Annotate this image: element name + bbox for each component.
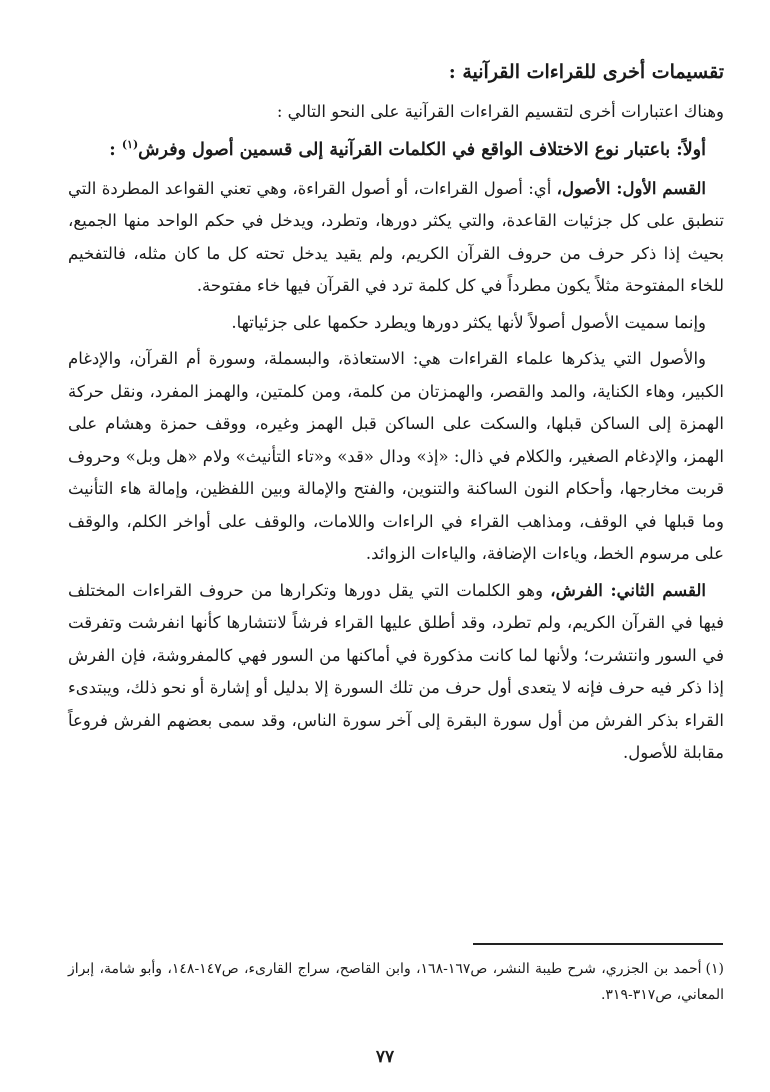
first-division-heading-tail: : [109,139,122,160]
footnote-divider [473,943,723,945]
usul-term: القسم الأول: الأصول، [556,178,706,198]
intro-paragraph: وهناك اعتبارات أخرى لتقسيم القراءات القرآنية على النحو التالي : [276,102,724,121]
usul-list-paragraph: والأصول التي يذكرها علماء القراءات هي: الاستعاذة، والبسملة، وسورة أم القرآن، والإدغام الكبير، وهاء الكناية، والمد والقصر، والهمزتان من كلمة، ومن كلمتين، والهمز المفرد، ونقل حركة الهمزة إلى الساكن قبلها، والسكت على الساكن قبل الهمز وغيره، ووقف حمزة وهشام على الهمز، والإدغام الصغير، والكلام في ذال: «إذ» ودال «قد» و«تاء التأنيث» ولام «هل وبل» وحروف قربت مخارجها، وأحكام النون الساكنة والتنوين، والفتح والإمالة وبين اللفظين، وإمالة هاء التأنيث وما قبلها في الوقف، ومذاهب القراء في الراءات واللامات، والوقف على أواخر الكلم، والوقف على مرسوم الخط، وياءات الإضافة، والياءات الزوائد. [68,349,724,563]
section-title: تقسيمات أخرى للقراءات القرآنية : [448,61,724,83]
footnote-number: (١) [705,961,724,977]
page-body [68,56,724,774]
naming-reason-paragraph: وإنما سميت الأصول أصولاً لأنها يكثر دورها ويطرد حكمها على جزئياتها. [231,312,706,332]
farsh-definition-text: وهو الكلمات التي يقل دورها وتكرارها من حروف القراءات المختلف فيها في القرآن الكريم، ولم تطرد، وقد أطلق عليها القراء فرشاً لانتشارها كأنها انفرشت وتفرقت في السور وانتشرت؛ ولأنها لما كانت مذكورة في أماكنها من السور فهي كالمفروشة، فإن الفرش إذا ذكر فيه حرف فإنه لا يتعدى أول حرف من تلك السورة إلا بدليل أو إشارة أو نحو ذلك، ويبتدىء القراء بذكر الفرش من أول سورة البقرة إلى آخر سورة الناس، وقد سمى بعضهم الفرش فروعاً مقابلة للأصول. [68,580,724,762]
first-division-heading [68,133,724,167]
footnote [68,956,724,1008]
usul-definition-text: أي: أصول القراءات، أو أصول القراءة، وهي تعني القواعد المطردة التي تنطبق على كل جزئيات القاعدة، والتي يكثر دورها، وتطرد، ويدخل في حكم الواحد منها الجميع، بحيث إذا ذكر حرف من حروف القرآن الكريم، ولم يقيد يدخل تحته كل ما كان مثله، فالتفخيم للخاء المفتوحة مثلاً يكون مطرداً في كل كلمة ترد في القرآن فيها خاء مفتوحة. [68,178,724,295]
footnote-text: أحمد بن الجزري، شرح طيبة النشر، ص١٦٧-١٦٨، وابن القاصح، سراج القارىء، ص١٤٧-١٤٨، وأبو شامة، إبراز المعاني، ص٣١٧-٣١٩. [68,961,724,1003]
first-division-heading-text: أولاً: باعتبار نوع الاختلاف الواقع في الكلمات القرآنية إلى قسمين أصول وفرش [138,139,706,160]
farsh-term: القسم الثاني: الفرش، [550,580,706,600]
footnote-reference[interactable]: (١) [121,137,139,151]
usul-definition-paragraph [68,173,724,303]
farsh-definition-paragraph [68,575,724,770]
page-number: ٧٧ [375,1047,395,1067]
